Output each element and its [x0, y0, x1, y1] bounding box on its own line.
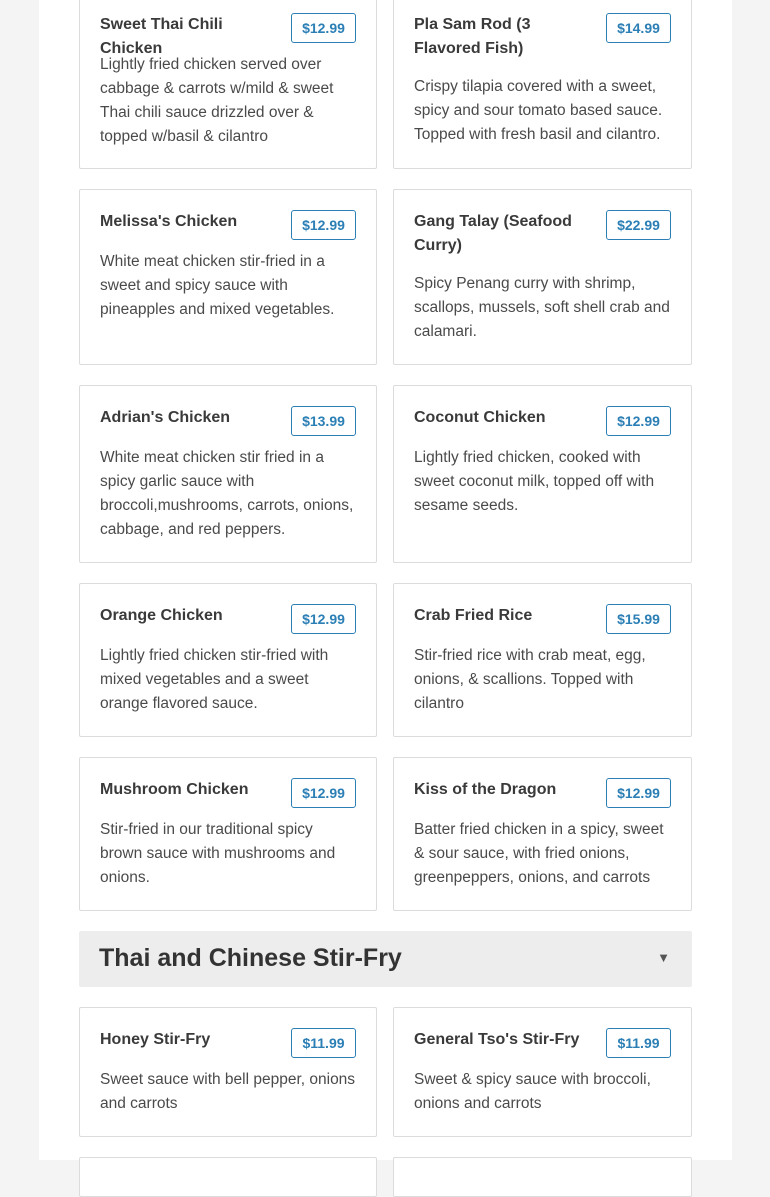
section-header-toggle[interactable] [79, 931, 692, 987]
menu-item-name: Honey Stir-Fry [100, 1031, 211, 1048]
price-button[interactable]: $12.99 [291, 210, 356, 240]
price-button[interactable]: $13.99 [291, 406, 356, 436]
price-button[interactable]: $12.99 [606, 778, 671, 808]
menu-item-card[interactable] [79, 583, 377, 737]
menu-item-name: Kiss of the Dragon [414, 781, 557, 798]
menu-item-description: Lightly fried chicken, cooked with sweet coconut milk, topped off with sesame seeds. [414, 449, 655, 514]
menu-item-card[interactable] [79, 1007, 377, 1137]
menu-item-description: White meat chicken stir fried in a spicy garlic sauce with broccoli,mushrooms, carrots, onions, cabbage, and red peppers. [100, 449, 354, 538]
menu-item-card[interactable] [393, 0, 692, 169]
menu-item-card[interactable] [79, 1157, 377, 1197]
menu-item-name: General Tso's Stir-Fry [414, 1031, 580, 1048]
menu-page [39, 0, 732, 1160]
menu-item-card[interactable] [393, 1157, 692, 1197]
menu-item-card[interactable] [79, 757, 377, 911]
price-button[interactable]: $11.99 [606, 1028, 671, 1058]
price-button[interactable]: $14.99 [606, 13, 671, 43]
menu-item-description: Lightly fried chicken stir-fried with mixed vegetables and a sweet orange flavored sauce. [100, 647, 329, 712]
menu-item-name: Sweet Thai Chili Chicken [100, 16, 223, 57]
menu-item-name: Crab Fried Rice [414, 607, 533, 624]
menu-item-description: Batter fried chicken in a spicy, sweet & sour sauce, with fried onions, greenpeppers, onions, and carrots [414, 821, 664, 886]
price-button[interactable]: $15.99 [606, 604, 671, 634]
menu-item-name: Orange Chicken [100, 607, 223, 624]
menu-item-card[interactable] [79, 0, 377, 169]
price-button[interactable]: $22.99 [606, 210, 671, 240]
menu-item-name: Adrian's Chicken [100, 409, 231, 426]
menu-item-description: Stir-fried rice with crab meat, egg, onions, & scallions. Topped with cilantro [414, 647, 646, 712]
triangle-down-icon: ▼ [657, 950, 670, 965]
section-title: Thai and Chinese Stir-Fry [99, 944, 402, 972]
menu-item-name: Pla Sam Rod (3 Flavored Fish) [414, 16, 531, 57]
menu-item-card[interactable] [79, 385, 377, 563]
menu-item-card[interactable] [393, 757, 692, 911]
menu-item-card[interactable] [393, 189, 692, 365]
menu-item-description: White meat chicken stir-fried in a sweet and spicy sauce with pineapples and mixed vegetables. [100, 253, 335, 318]
menu-item-description: Stir-fried in our traditional spicy brown sauce with mushrooms and onions. [100, 821, 336, 886]
menu-item-card[interactable] [393, 583, 692, 737]
menu-item-description: Lightly fried chicken served over cabbage & carrots w/mild & sweet Thai chili sauce drizzled over & topped w/basil & cilantro [100, 56, 334, 145]
price-button[interactable]: $11.99 [291, 1028, 356, 1058]
menu-item-name: Melissa's Chicken [100, 213, 238, 230]
price-button[interactable]: $12.99 [606, 406, 671, 436]
price-button[interactable]: $12.99 [291, 604, 356, 634]
menu-item-card[interactable] [393, 1007, 692, 1137]
menu-item-name: Mushroom Chicken [100, 781, 249, 798]
price-button[interactable]: $12.99 [291, 778, 356, 808]
menu-item-description: Crispy tilapia covered with a sweet, spicy and sour tomato based sauce. Topped with fresh basil and cilantro. [414, 78, 663, 143]
menu-item-name: Gang Talay (Seafood Curry) [414, 213, 572, 254]
menu-item-card[interactable] [393, 385, 692, 563]
menu-item-description: Sweet sauce with bell pepper, onions and carrots [100, 1071, 356, 1112]
menu-item-card[interactable] [79, 189, 377, 365]
menu-item-description: Sweet & spicy sauce with broccoli, onions and carrots [414, 1071, 651, 1112]
price-button[interactable]: $12.99 [291, 13, 356, 43]
menu-item-description: Spicy Penang curry with shrimp, scallops, mussels, soft shell crab and calamari. [414, 275, 670, 340]
menu-item-name: Coconut Chicken [414, 409, 546, 426]
